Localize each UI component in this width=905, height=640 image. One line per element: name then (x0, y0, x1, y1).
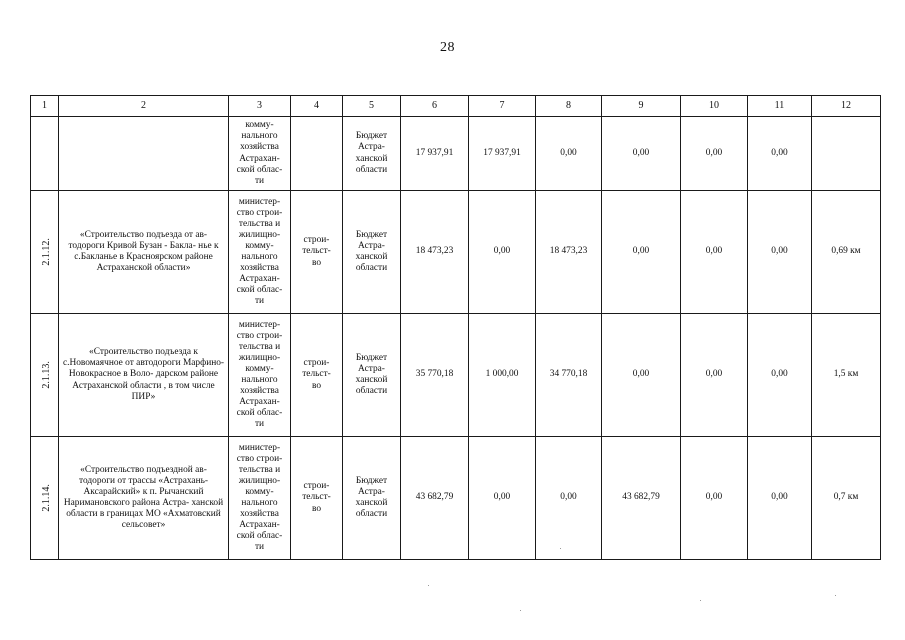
header-cell-5: 5 (343, 96, 401, 117)
header-cell-4: 4 (291, 96, 343, 117)
amount-col8-cell: 18 473,23 (536, 191, 602, 314)
row-number: 2.1.12. (40, 238, 52, 266)
page-number: 28 (440, 40, 455, 55)
scan-speck (560, 548, 561, 549)
object-name-cell: «Строительство подъезда от ав- тодороги Кривой Бузан - Бакла- нье к с.Бакланье в Красноярском районе Астраханской области» (59, 191, 229, 314)
amount-col10-cell: 0,00 (681, 191, 748, 314)
funding-source-cell: Бюджет Астра- ханской области (343, 117, 401, 191)
amount-col7-cell: 1 000,00 (469, 314, 536, 437)
amount-col11-cell: 0,00 (748, 191, 812, 314)
object-name-cell: «Строительство подъездной ав- тодороги от трассы «Астрахань- Аксарайский» к п. Рычанский Наримановского района Астра- ханской области в границах МО «Ахматовский сельсовет» (59, 437, 229, 560)
amount-col9-cell: 0,00 (602, 191, 681, 314)
capacity-cell: 0,7 км (812, 437, 881, 560)
amount-col9-cell: 0,00 (602, 314, 681, 437)
object-name-cell (59, 117, 229, 191)
table-row (31, 191, 881, 314)
amount-col7-cell: 0,00 (469, 437, 536, 560)
header-cell-3: 3 (229, 96, 291, 117)
scan-speck (700, 600, 701, 601)
amount-col8-cell: 34 770,18 (536, 314, 602, 437)
header-cell-1: 1 (31, 96, 59, 117)
table-row (31, 117, 881, 191)
header-cell-9: 9 (602, 96, 681, 117)
executor-cell: министер- ство строи- тельства и жилищно- комму- нального хозяйства Астрахан- ской облас- ти (229, 314, 291, 437)
header-cell-2: 2 (59, 96, 229, 117)
funding-source-cell: Бюджет Астра- ханской области (343, 437, 401, 560)
funding-source-cell: Бюджет Астра- ханской области (343, 314, 401, 437)
amount-col8-cell: 0,00 (536, 437, 602, 560)
program-table (30, 95, 881, 560)
amount-col7-cell: 17 937,91 (469, 117, 536, 191)
table-row (31, 314, 881, 437)
header-cell-7: 7 (469, 96, 536, 117)
executor-cell: министер- ство строи- тельства и жилищно- комму- нального хозяйства Астрахан- ской облас- ти (229, 191, 291, 314)
header-cell-6: 6 (401, 96, 469, 117)
total-amount-cell: 35 770,18 (401, 314, 469, 437)
amount-col11-cell: 0,00 (748, 437, 812, 560)
work-type-cell: строи- тельст- во (291, 314, 343, 437)
scan-speck (428, 585, 429, 586)
amount-col9-cell: 43 682,79 (602, 437, 681, 560)
capacity-cell: 1,5 км (812, 314, 881, 437)
row-number: 2.1.13. (40, 361, 52, 389)
header-cell-11: 11 (748, 96, 812, 117)
scan-speck (835, 595, 836, 596)
object-name-cell: «Строительство подъезда к с.Новомаячное от автодороги Марфино-Новокрасное в Воло- дарском районе Астраханской области , в том числе ПИР» (59, 314, 229, 437)
amount-col8-cell: 0,00 (536, 117, 602, 191)
executor-cell: комму- нального хозяйства Астрахан- ской облас- ти (229, 117, 291, 191)
header-cell-8: 8 (536, 96, 602, 117)
scan-speck (520, 610, 521, 611)
amount-col10-cell: 0,00 (681, 437, 748, 560)
amount-col10-cell: 0,00 (681, 117, 748, 191)
row-number-cell (31, 314, 59, 437)
row-number: 2.1.14. (40, 484, 52, 512)
header-cell-12: 12 (812, 96, 881, 117)
amount-col11-cell: 0,00 (748, 117, 812, 191)
capacity-cell (812, 117, 881, 191)
header-cell-10: 10 (681, 96, 748, 117)
amount-col10-cell: 0,00 (681, 314, 748, 437)
row-number-cell (31, 437, 59, 560)
work-type-cell: строи- тельст- во (291, 191, 343, 314)
header-row (31, 96, 881, 117)
amount-col9-cell: 0,00 (602, 117, 681, 191)
row-number-cell (31, 117, 59, 191)
work-type-cell (291, 117, 343, 191)
row-number-cell (31, 191, 59, 314)
funding-source-cell: Бюджет Астра- ханской области (343, 191, 401, 314)
amount-col7-cell: 0,00 (469, 191, 536, 314)
executor-cell: министер- ство строи- тельства и жилищно- комму- нального хозяйства Астрахан- ской облас- ти (229, 437, 291, 560)
total-amount-cell: 43 682,79 (401, 437, 469, 560)
total-amount-cell: 18 473,23 (401, 191, 469, 314)
table-row (31, 437, 881, 560)
amount-col11-cell: 0,00 (748, 314, 812, 437)
capacity-cell: 0,69 км (812, 191, 881, 314)
work-type-cell: строи- тельст- во (291, 437, 343, 560)
total-amount-cell: 17 937,91 (401, 117, 469, 191)
